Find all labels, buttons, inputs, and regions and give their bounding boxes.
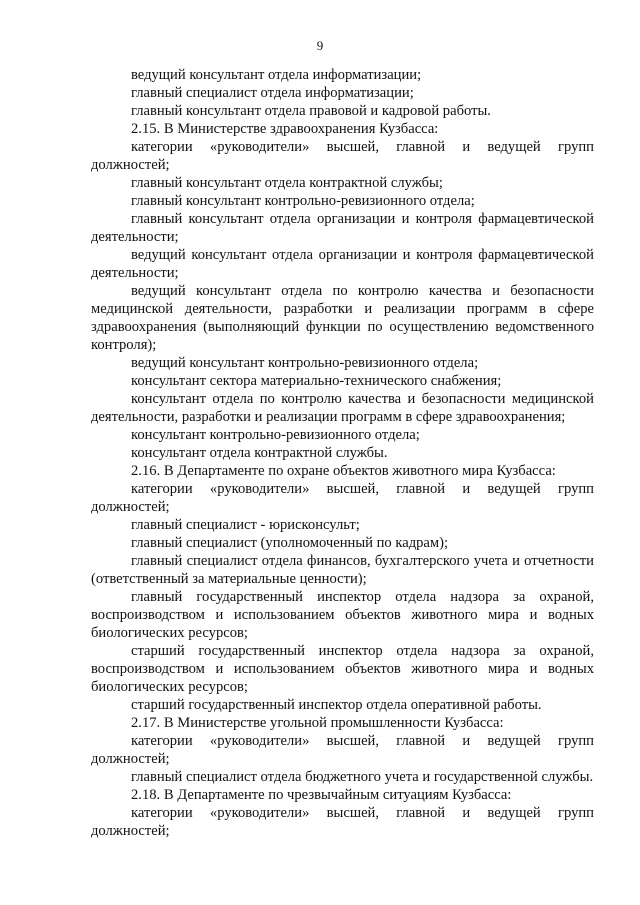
paragraph: старший государственный инспектор отдела надзора за охраной, воспроизводством и использованием объектов животного мира и водных биологических ресурсов; [91,643,594,695]
paragraph: категории «руководители» высшей, главной и ведущей групп должностей; [91,733,594,767]
section-heading: 2.16. В Департаменте по охране объектов животного мира Кузбасса: [131,463,556,479]
section-heading: 2.17. В Министерстве угольной промышленности Кузбасса: [131,715,504,731]
paragraph: главный консультант отдела организации и контроля фармацевтической деятельности; [91,211,594,245]
paragraph: консультант контрольно-ревизионного отдела; [131,427,420,443]
paragraph: главный специалист отдела информатизации; [131,85,414,101]
paragraph: старший государственный инспектор отдела оперативной работы. [131,697,542,713]
paragraph: ведущий консультант отдела информатизации; [131,67,422,83]
paragraph: консультант отдела по контролю качества и безопасности медицинской деятельности, разработки и реализации программ в сфере здравоохранения; [91,391,594,425]
paragraph: главный консультант отдела контрактной службы; [131,175,443,191]
paragraph: категории «руководители» высшей, главной и ведущей групп должностей; [91,805,594,839]
paragraph: главный консультант отдела правовой и кадровой работы. [131,103,491,119]
section-heading: 2.15. В Министерстве здравоохранения Кузбасса: [131,121,439,137]
paragraph: главный специалист отдела финансов, бухгалтерского учета и отчетности (ответственный за материальные ценности); [91,553,594,587]
page-number: 9 [316,38,324,53]
paragraph: главный специалист (уполномоченный по кадрам); [131,535,449,551]
paragraph: консультант отдела контрактной службы. [131,445,388,461]
paragraph: ведущий консультант отдела организации и контроля фармацевтической деятельности; [91,247,594,281]
paragraph: главный специалист отдела бюджетного учета и государственной службы. [131,769,594,785]
paragraph: главный специалист - юрисконсульт; [131,517,360,533]
paragraph: категории «руководители» высшей, главной и ведущей групп должностей; [91,139,594,173]
paragraph: ведущий консультант контрольно-ревизионного отдела; [131,355,479,371]
paragraph: консультант сектора материально-технического снабжения; [131,373,502,389]
section-heading: 2.18. В Департаменте по чрезвычайным ситуациям Кузбасса: [131,787,512,803]
paragraph: главный государственный инспектор отдела надзора за охраной, воспроизводством и использованием объектов животного мира и водных биологических ресурсов; [91,589,594,641]
paragraph: главный консультант контрольно-ревизионного отдела; [131,193,475,209]
paragraph: категории «руководители» высшей, главной и ведущей групп должностей; [91,481,594,515]
paragraph: ведущий консультант отдела по контролю качества и безопасности медицинской деятельности, разработки и реализации программ в сфере здравоохранения (выполняющий функции по осуществлению ведомственного контроля); [91,283,594,353]
document-body [91,66,594,840]
